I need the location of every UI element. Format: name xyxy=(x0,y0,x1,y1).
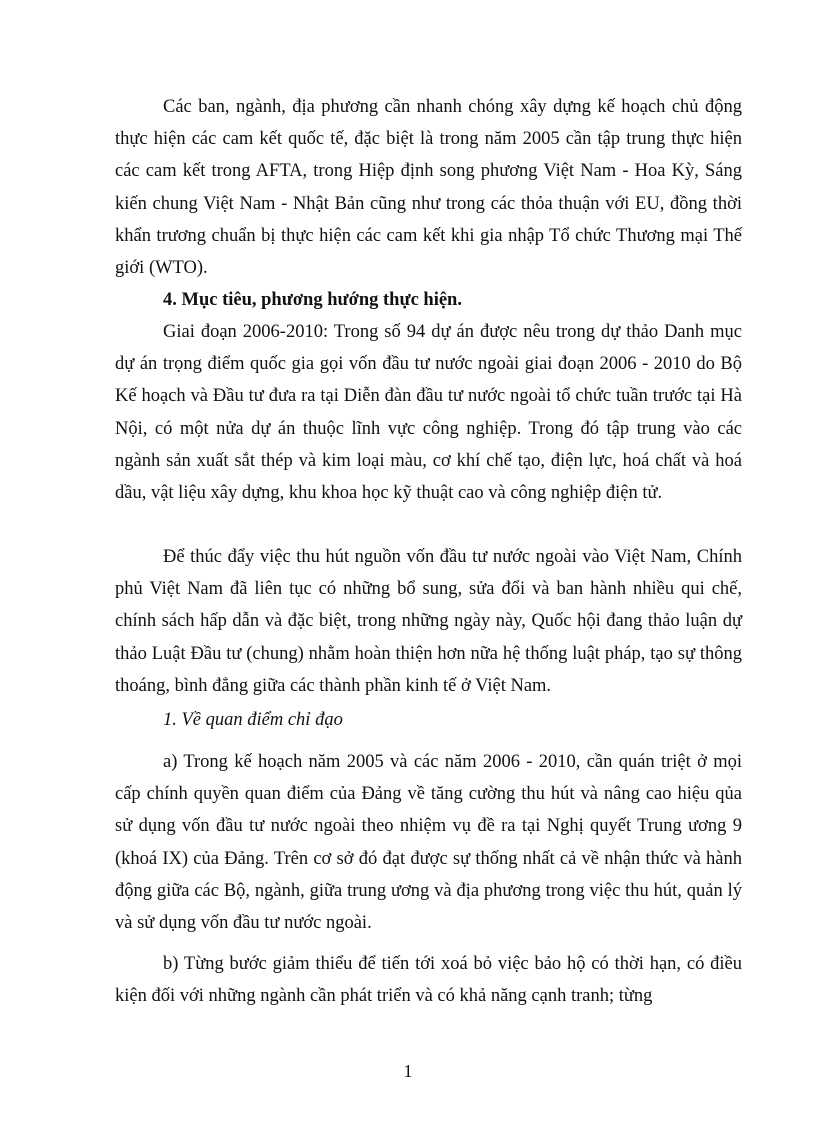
paragraph-item-a: a) Trong kế hoạch năm 2005 và các năm 2006 - 2010, cần quán triệt ở mọi cấp chính quyền quan điểm của Đảng về tăng cường thu hút và nâng cao hiệu qủa sử dụng vốn đầu tư nước ngoài theo nhiệm vụ đề ra tại Nghị quyết Trung ương 9 (khoá IX) của Đảng. Trên cơ sở đó đạt được sự thống nhất cả về nhận thức và hành động giữa các Bộ, ngành, giữa trung ương và địa phương trong việc thu hút, quản lý và sử dụng vốn đầu tư nước ngoài. xyxy=(115,752,742,934)
paragraph-period-2006-2010: Giai đoạn 2006-2010: Trong số 94 dự án được nêu trong dự thảo Danh mục dự án trọng điểm quốc gia gọi vốn đầu tư nước ngoài giai đoạn 2006 - 2010 do Bộ Kế hoạch và Đầu tư đưa ra tại Diễn đàn đầu tư nước ngoài tổ chức tuần trước tại Hà Nội, có một nửa dự án thuộc lĩnh vực công nghiệp. Trong đó tập trung vào các ngành sản xuất sắt thép và kim loại màu, cơ khí chế tạo, điện lực, hoá chất và hoá dầu, vật liệu xây dựng, khu khoa học kỹ thuật cao và công nghiệp điện tử. xyxy=(115,322,742,504)
paragraph-investment-promotion: Để thúc đẩy việc thu hút nguồn vốn đầu tư nước ngoài vào Việt Nam, Chính phủ Việt Nam đã liên tục có những bổ sung, sửa đổi và ban hành nhiều qui chế, chính sách hấp dẫn và đặc biệt, trong những ngày này, Quốc hội đang thảo luận dự thảo Luật Đầu tư (chung) nhằm hoàn thiện hơn nữa hệ thống luật pháp, tạo sự thông thoáng, bình đẳng giữa các thành phần kinh tế ở Việt Nam. xyxy=(115,547,742,696)
section-heading-objectives: 4. Mục tiêu, phương hướng thực hiện. xyxy=(163,290,462,310)
paragraph-item-b: b) Từng bước giảm thiểu để tiến tới xoá bỏ việc bảo hộ có thời hạn, có điều kiện đối với những ngành cần phát triển và có khả năng cạnh tranh; từng xyxy=(115,954,742,1007)
page-number: 1 xyxy=(403,1061,413,1081)
subheading-guiding-viewpoint: 1. Về quan điểm chỉ đạo xyxy=(163,710,343,730)
paragraph-commitments: Các ban, ngành, địa phương cần nhanh chóng xây dựng kế hoạch chủ động thực hiện các cam kết quốc tế, đặc biệt là trong năm 2005 cần tập trung thực hiện các cam kết trong AFTA, trong Hiệp định song phương Việt Nam - Hoa Kỳ, Sáng kiến chung Việt Nam - Nhật Bản cũng như trong các thỏa thuận với EU, đồng thời khẩn trương chuẩn bị thực hiện các cam kết khi gia nhập Tổ chức Thương mại Thế giới (WTO). xyxy=(115,97,742,279)
